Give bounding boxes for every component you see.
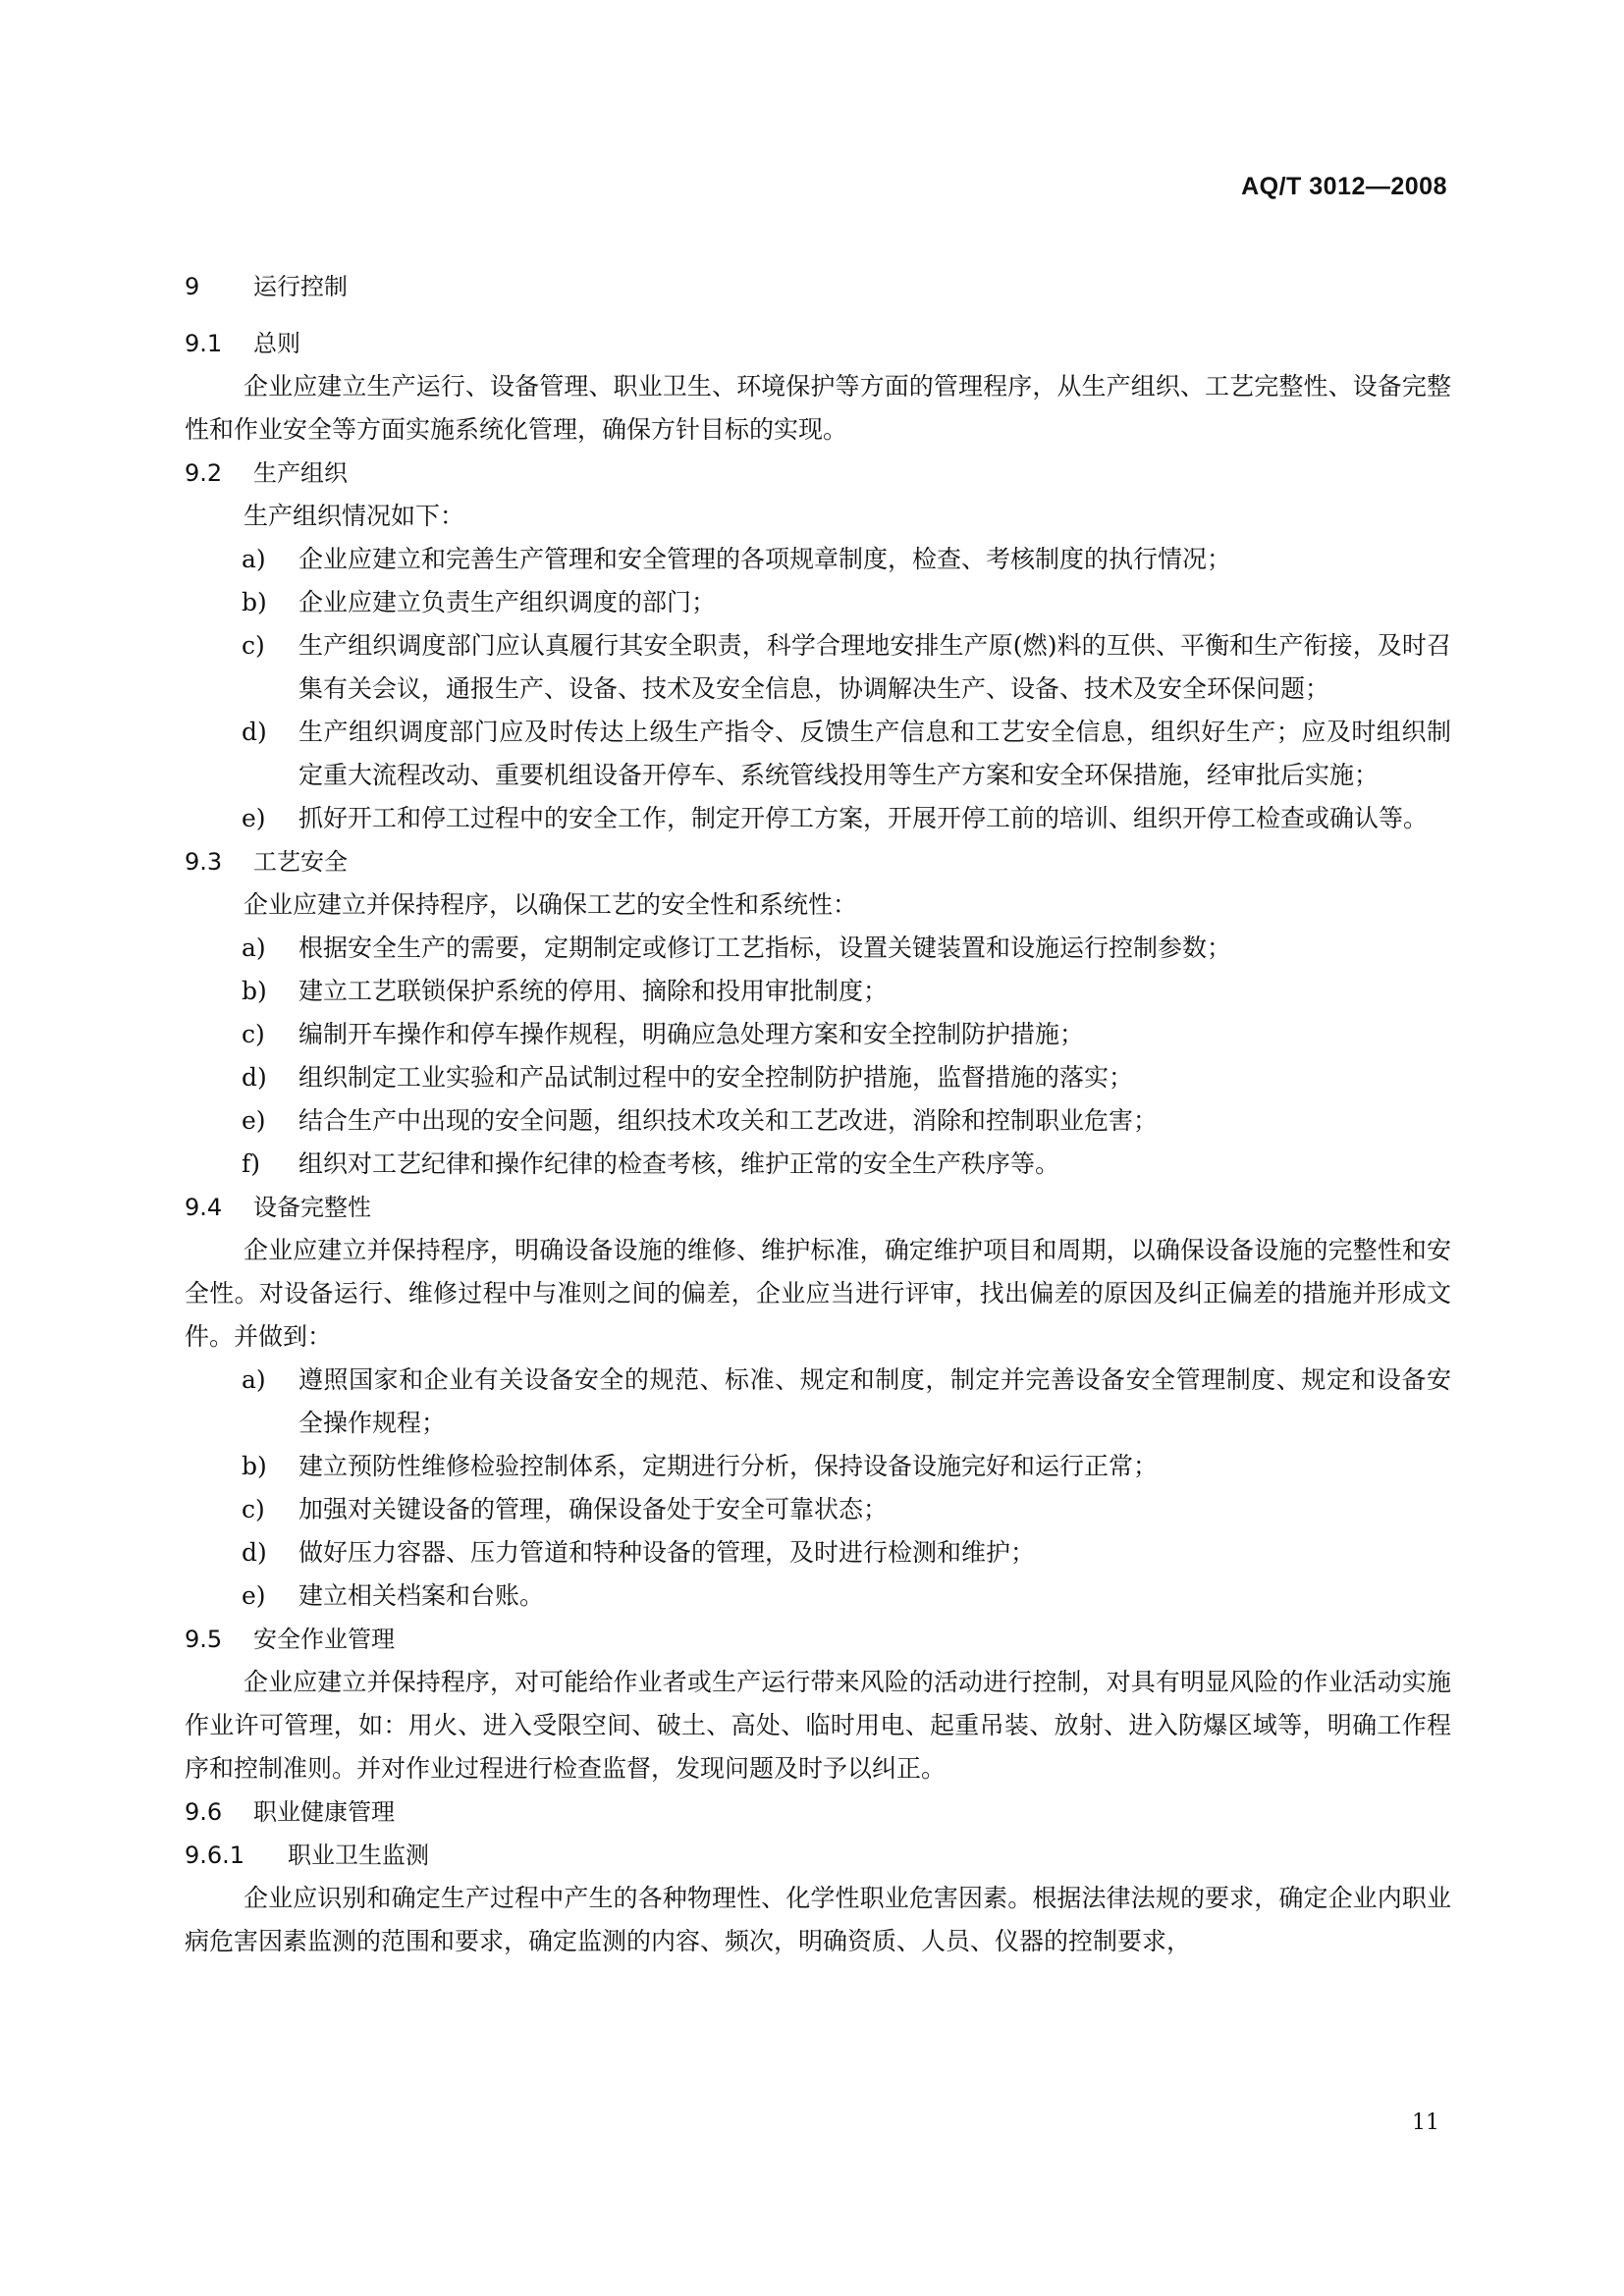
list-text: 建立工艺联锁保护系统的停用、摘除和投用审批制度； [298, 977, 889, 1005]
list-item [185, 1143, 1451, 1186]
paragraph: 企业应建立生产运行、设备管理、职业卫生、环境保护等方面的管理程序，从生产组织、工艺完整性、设备完整性和作业安全等方面实施系统化管理，确保方针目标的实现。 [185, 372, 1451, 444]
list-item [185, 970, 1451, 1013]
list-item [185, 624, 1451, 711]
document-code: AQ/T 3012—2008 [1241, 173, 1447, 200]
list-text: 建立预防性维修检验控制体系，定期进行分析，保持设备设施完好和运行正常； [298, 1452, 1159, 1480]
list-marker: a) [242, 934, 266, 962]
list-marker: a) [242, 1365, 266, 1394]
list-text: 组织制定工业实验和产品试制过程中的安全控制防护措施，监督措施的落实； [298, 1063, 1134, 1092]
page-number: 11 [1412, 2110, 1439, 2135]
list-marker: e) [242, 1106, 266, 1135]
paragraph: 企业应建立并保持程序，对可能给作业者或生产运行带来风险的活动进行控制，对具有明显风险的作业活动实施作业许可管理，如：用火、进入受限空间、破土、高处、临时用电、起重吊装、放射、进入防爆区域等，明确工作程序和控制准则。并对作业过程进行检查监督，发现问题及时予以纠正。 [185, 1668, 1451, 1783]
list-marker: c) [242, 1020, 265, 1048]
list-text: 结合生产中出现的安全问题，组织技术攻关和工艺改进，消除和控制职业危害； [298, 1106, 1159, 1135]
list-item [185, 581, 1451, 624]
section-number: 9.3 [185, 848, 223, 876]
list-text: 做好压力容器、压力管道和特种设备的管理，及时进行检测和维护； [298, 1538, 1036, 1567]
list-text: 生产组织调度部门应及时传达上级生产指令、反馈生产信息和工艺安全信息，组织好生产；应及时组织制定重大流程改动、重要机组设备开停车、系统管线投用等生产方案和安全环保措施，经审批后实施； [298, 718, 1451, 789]
section-number: 9.1 [185, 330, 223, 357]
paragraph: 生产组织情况如下： [244, 502, 465, 530]
list-marker: c) [242, 1495, 265, 1523]
list-item [185, 538, 1451, 581]
section-heading [185, 840, 1451, 883]
list-marker: d) [242, 718, 267, 746]
list-item [185, 1359, 1451, 1445]
list-marker: d) [242, 1063, 267, 1092]
list-item [185, 1056, 1451, 1099]
paragraph: 企业应建立并保持程序，以确保工艺的安全性和系统性： [244, 890, 858, 919]
list-item [185, 1099, 1451, 1143]
list-text: 企业应建立负责生产组织调度的部门； [298, 588, 717, 616]
section-heading [185, 1790, 1451, 1834]
list-text: 组织对工艺纪律和操作纪律的检查考核，维护正常的安全生产秩序等。 [298, 1149, 1060, 1178]
section-heading [185, 265, 1451, 308]
section-heading [185, 1186, 1451, 1229]
list-item [185, 711, 1451, 797]
section-title: 运行控制 [253, 273, 348, 300]
paragraph: 企业应识别和确定生产过程中产生的各种物理性、化学性职业危害因素。根据法律法规的要求，确定企业内职业病危害因素监测的范围和要求，确定监测的内容、频次，明确资质、人员、仪器的控制要求， [185, 1884, 1451, 1955]
list-marker: a) [242, 545, 266, 573]
list-marker: b) [242, 588, 267, 616]
document-body [185, 265, 1451, 1963]
list-text: 编制开车操作和停车操作规程，明确应急处理方案和安全控制防护措施； [298, 1020, 1085, 1048]
list-marker: e) [242, 804, 266, 832]
list-marker: d) [242, 1538, 267, 1567]
list-item [185, 1575, 1451, 1618]
section-number: 9 [185, 273, 200, 300]
list-text: 根据安全生产的需要，定期制定或修订工艺指标，设置关键装置和设施运行控制参数； [298, 934, 1232, 962]
list-text: 企业应建立和完善生产管理和安全管理的各项规章制度，检查、考核制度的执行情况； [298, 545, 1232, 573]
list-text: 建立相关档案和台账。 [298, 1581, 545, 1610]
section-number: 9.6 [185, 1798, 223, 1826]
list-item [185, 1013, 1451, 1056]
list-marker: c) [242, 631, 265, 660]
list-item [185, 1488, 1451, 1531]
list-text: 抓好开工和停工过程中的安全工作，制定开停工方案，开展开停工前的培训、组织开停工检查或确认等。 [298, 804, 1429, 832]
section-heading [185, 452, 1451, 495]
list-item [185, 797, 1451, 840]
section-title: 职业卫生监测 [288, 1842, 429, 1869]
list-item [185, 1531, 1451, 1575]
list-marker: f) [242, 1149, 261, 1178]
section-number: 9.2 [185, 459, 223, 487]
section-title: 工艺安全 [253, 848, 348, 876]
list-marker: b) [242, 1452, 267, 1480]
section-heading [185, 1834, 1451, 1877]
section-title: 总则 [253, 330, 300, 357]
list-text: 遵照国家和企业有关设备安全的规范、标准、规定和制度，制定并完善设备安全管理制度、规定和设备安全操作规程； [298, 1365, 1451, 1437]
section-title: 生产组织 [253, 459, 348, 487]
section-title: 安全作业管理 [253, 1626, 395, 1653]
list-marker: e) [242, 1581, 266, 1610]
section-number: 9.6.1 [185, 1842, 245, 1869]
list-text: 加强对关键设备的管理，确保设备处于安全可靠状态； [298, 1495, 889, 1523]
section-title: 职业健康管理 [253, 1798, 395, 1826]
section-heading [185, 322, 1451, 365]
paragraph: 企业应建立并保持程序，明确设备设施的维修、维护标准，确定维护项目和周期，以确保设备设施的完整性和安全性。对设备运行、维修过程中与准则之间的偏差，企业应当进行评审，找出偏差的原因及纠正偏差的措施并形成文件。并做到： [185, 1236, 1451, 1351]
section-title: 设备完整性 [253, 1194, 371, 1221]
section-number: 9.4 [185, 1194, 223, 1221]
list-text: 生产组织调度部门应认真履行其安全职责，科学合理地安排生产原(燃)料的互供、平衡和生产衔接，及时召集有关会议，通报生产、设备、技术及安全信息，协调解决生产、设备、技术及安全环保问题； [298, 631, 1451, 703]
list-item [185, 927, 1451, 970]
list-item [185, 1445, 1451, 1488]
section-number: 9.5 [185, 1626, 223, 1653]
section-heading [185, 1618, 1451, 1661]
list-marker: b) [242, 977, 267, 1005]
